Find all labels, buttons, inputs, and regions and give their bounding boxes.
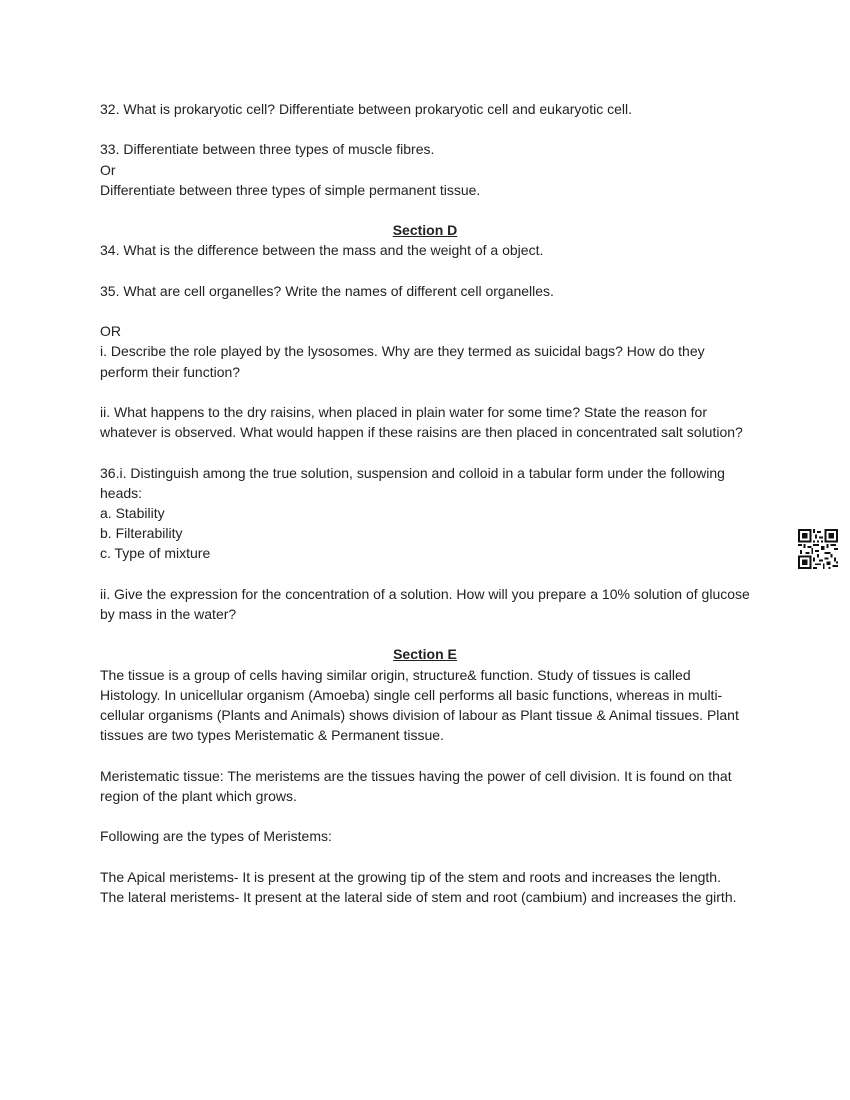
paragraph: The Apical meristems- It is present at the growing tip of the stem and roots and increases the length.	[100, 868, 721, 885]
section-d-heading: Section D	[392, 222, 458, 239]
question-36-i: 36.i. Distinguish among the true solution, suspension and colloid in a tabular form under the following heads:	[100, 464, 725, 501]
qr-code-icon[interactable]	[798, 529, 838, 569]
paragraph: Meristematic tissue: The meristems are the tissues having the power of cell division. It is found on that region of the plant which grows.	[100, 767, 732, 804]
question-34: 34. What is the difference between the mass and the weight of a object.	[100, 242, 544, 259]
question-35-ii: ii. What happens to the dry raisins, when placed in plain water for some time? State the reason for whatever is observed. What would happen if these raisins are then placed in concentrated salt solution?	[100, 403, 743, 441]
or-label: OR	[100, 323, 121, 340]
paragraph: The tissue is a group of cells having similar origin, structure& function. Study of tissues is called Histology. In unicellular organism (Amoeba) single cell performs all basic functions, whereas in multi-cellular organisms (Plants and Animals) shows division of labour as Plant tissue & Animal tissues. Plant tissues are two types Meristematic & Permanent tissue.	[100, 666, 739, 744]
list-item: b. Filterability	[100, 525, 183, 542]
list-item: c. Type of mixture	[100, 545, 211, 562]
paragraph: The lateral meristems- It present at the lateral side of stem and root (cambium) and increases the girth.	[100, 888, 737, 905]
section-e-heading: Section E	[393, 646, 457, 663]
question-32: 32. What is prokaryotic cell? Differentiate between prokaryotic cell and eukaryotic cell.	[100, 101, 632, 117]
question-35-i: i. Describe the role played by the lysosomes. Why are they termed as suicidal bags? How do they perform their function?	[100, 343, 705, 380]
paragraph: Following are the types of Meristems:	[100, 828, 332, 845]
question-33: 33. Differentiate between three types of muscle fibres.	[100, 141, 435, 158]
question-33-alt: Differentiate between three types of simple permanent tissue.	[100, 181, 481, 198]
document-body	[100, 99, 750, 907]
question-35: 35. What are cell organelles? Write the names of different cell organelles.	[100, 282, 554, 299]
question-36-ii: ii. Give the expression for the concentration of a solution. How will you prepare a 10% solution of glucose by mass in the water?	[100, 585, 750, 622]
list-item: a. Stability	[100, 504, 165, 521]
or-label: Or	[100, 161, 116, 178]
